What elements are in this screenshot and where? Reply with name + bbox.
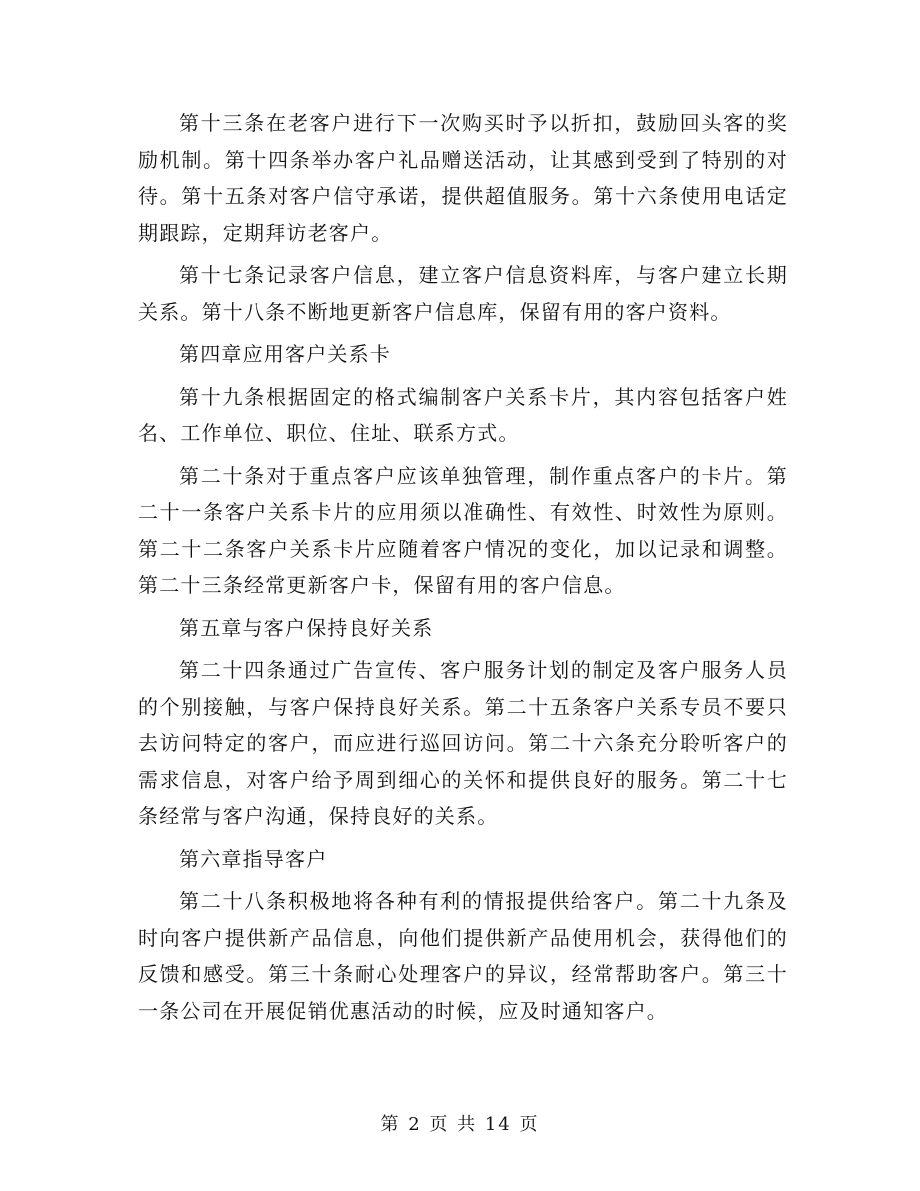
chapter-5-heading: 第五章与客户保持良好关系 [179,615,434,640]
chapter-6-heading: 第六章指导客户 [179,846,328,871]
paragraph-article-24-27: 第二十四条通过广告宣传、客户服务计划的制定及客户服务人员的个别接触，与客户保持良好关系。第二十五条客户关系专员不要只去访问特定的客户，而应进行巡回访问。第二十六条充分聆听客户的需求信息，对客户给予周到细心的关怀和提供良好的服务。第二十七条经常与客户沟通，保持良好的关系。 [138,658,788,828]
paragraph-article-28-31: 第二十八条积极地将各种有利的情报提供给客户。第二十九条及时向客户提供新产品信息，向他们提供新产品使用机会，获得他们的反馈和感受。第三十条耐心处理客户的异议，经常帮助客户。第三十一条公司在开展促销优惠活动的时候，应及时通知客户。 [138,889,788,1023]
paragraph-article-20-23: 第二十条对于重点客户应该单独管理，制作重点客户的卡片。第二十一条客户关系卡片的应用须以准确性、有效性、时效性为原则。第二十二条客户关系卡片应随着客户情况的变化，加以记录和调整。第二十三条经常更新客户卡，保留有用的客户信息。 [138,463,788,597]
paragraph-article-13-16: 第十三条在老客户进行下一次购买时予以折扣，鼓励回头客的奖励机制。第十四条举办客户礼品赠送活动，让其感到受到了特别的对待。第十五条对客户信守承诺，提供超值服务。第十六条使用电话定期跟踪，定期拜访老客户。 [138,111,788,245]
document-body [138,105,788,1035]
chapter-4-heading: 第四章应用客户关系卡 [179,342,391,366]
paragraph-article-17-18: 第十七条记录客户信息，建立客户信息资料库，与客户建立长期关系。第十八条不断地更新客户信息库，保留有用的客户资料。 [138,263,788,324]
page-number-footer: 第 2 页 共 14 页 [380,1114,540,1135]
paragraph-article-19: 第十九条根据固定的格式编制客户关系卡片，其内容包括客户姓名、工作单位、职位、住址、联系方式。 [138,384,788,445]
